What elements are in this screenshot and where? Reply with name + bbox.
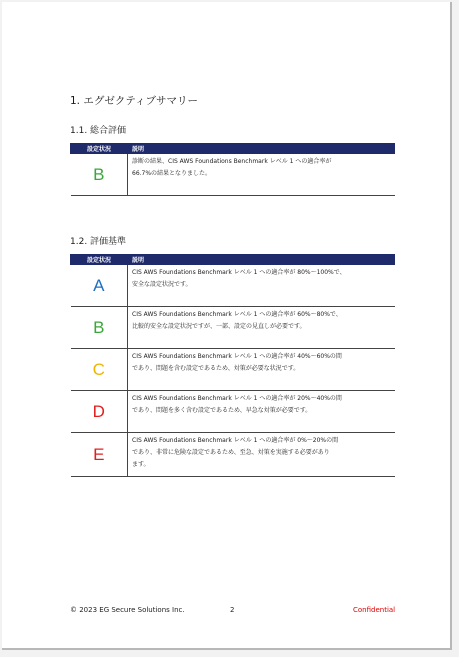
grade-cell-b: B — [71, 307, 128, 349]
footer-copyright: © 2023 EG Secure Solutions Inc. — [70, 606, 185, 614]
grade-cell-d: D — [71, 391, 128, 433]
table-row — [71, 391, 395, 433]
grade-cell-a: A — [71, 265, 128, 307]
header-description: 説明 — [128, 255, 395, 265]
table-row — [71, 349, 395, 391]
grade-cell-c: C — [71, 349, 128, 391]
table-row — [71, 265, 395, 307]
description-line: CIS AWS Foundations Benchmark レベル 1 への適合率が 40%～60%の間 — [132, 353, 342, 360]
grade-cell: B — [71, 154, 128, 196]
subsection-heading-criteria: 1.2. 評価基準 — [70, 237, 127, 247]
table-row — [71, 154, 395, 196]
description-line: であり、問題を多く含む設定であるため、早急な対策が必要です。 — [132, 407, 312, 414]
description-line: CIS AWS Foundations Benchmark レベル 1 への適合率が 0%～20%の間 — [132, 437, 339, 444]
footer-page-number: 2 — [230, 606, 235, 614]
description-line: ます。 — [132, 461, 150, 468]
table-row — [71, 433, 395, 477]
description-cell — [128, 265, 395, 307]
description-line: CIS AWS Foundations Benchmark レベル 1 への適合率が 80%～100%で、 — [132, 269, 346, 276]
document-page — [2, 2, 452, 650]
description-cell — [128, 154, 395, 196]
description-cell — [128, 307, 395, 349]
description-line: 診断の結果、CIS AWS Foundations Benchmark レベル 1 への適合率が — [132, 158, 332, 165]
subsection-heading-overall: 1.1. 総合評価 — [70, 126, 127, 136]
header-description: 説明 — [128, 144, 395, 154]
description-line: であり、問題を含む設定であるため、対策が必要な状況です。 — [132, 365, 300, 372]
criteria-table — [70, 254, 395, 477]
description-line: 66.7%の結果となりました。 — [132, 170, 212, 177]
footer-confidential: Confidential — [353, 606, 396, 614]
description-line: CIS AWS Foundations Benchmark レベル 1 への適合率が 20%～40%の間 — [132, 395, 342, 402]
description-cell — [128, 433, 395, 477]
header-status: 設定状況 — [71, 144, 128, 154]
grade-cell-e: E — [71, 433, 128, 477]
description-cell — [128, 349, 395, 391]
table-row — [71, 307, 395, 349]
overall-evaluation-table — [70, 143, 395, 196]
description-line: CIS AWS Foundations Benchmark レベル 1 への適合率が 60%～80%で、 — [132, 311, 342, 318]
description-line: であり、非常に危険な設定であるため、至急、対策を実施する必要があり — [132, 449, 330, 456]
description-line: 安全な設定状況です。 — [132, 281, 192, 288]
description-cell — [128, 391, 395, 433]
section-heading-executive-summary: 1. エグゼクティブサマリー — [70, 95, 199, 107]
header-status: 設定状況 — [71, 255, 128, 265]
description-line: 比較的安全な設定状況ですが、一部、設定の見直しが必要です。 — [132, 323, 306, 330]
